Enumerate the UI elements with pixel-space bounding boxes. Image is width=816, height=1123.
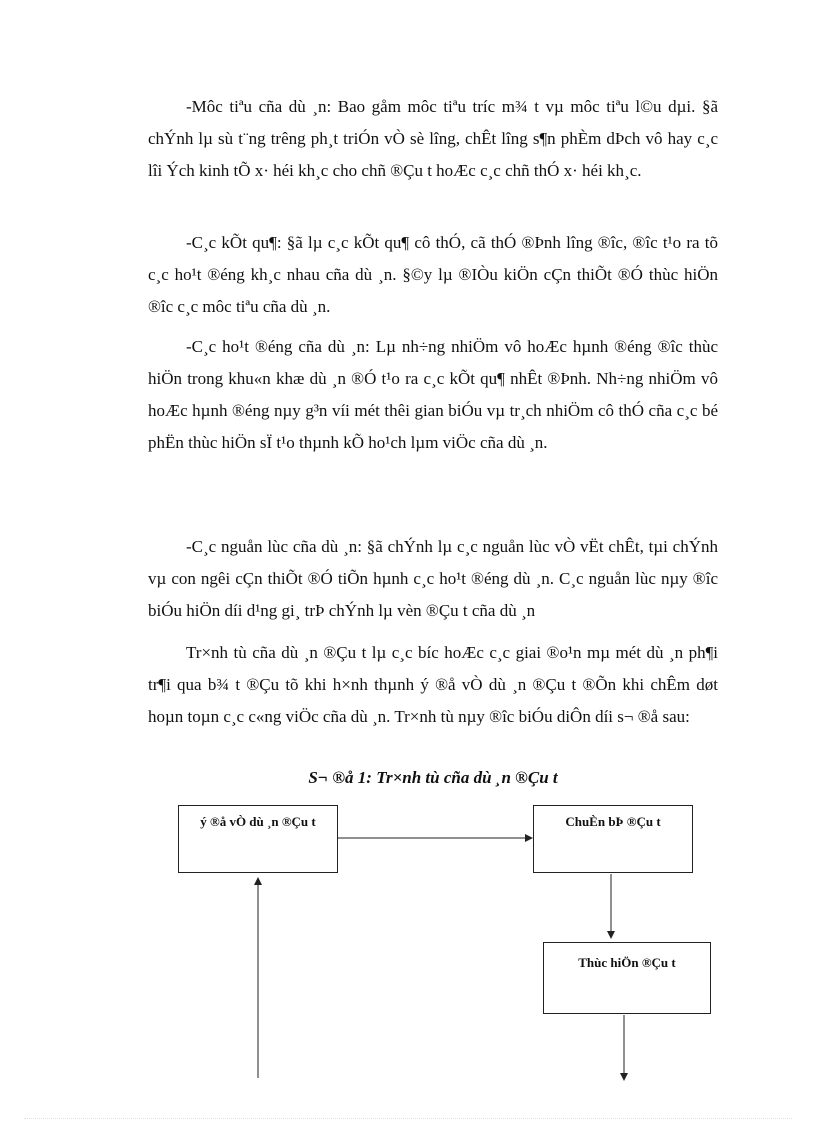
paragraph-project-results: -C¸c kÕt qu¶: §ã lµ c¸c kÕt qu¶ cô thÓ, cã thÓ ®Þnh lîng ®îc, ®îc t¹o ra tõ c¸c ho¹t ®éng kh¸c nhau cña dù ¸n. §©y lµ ®IÒu kiÖn cÇn thiÕt ®Ó thùc hiÖn ®îc c¸c môc tiªu cña dù ¸n. xyxy=(148,233,718,316)
box-project-idea xyxy=(178,805,338,873)
paragraph-project-activities: -C¸c ho¹t ®éng cña dù ¸n: Lµ nh÷ng nhiÖm vô hoÆc hµnh ®éng ®îc thùc hiÖn trong khu«n khæ dù ¸n ®Ó t¹o ra c¸c kÕt qu¶ nhÊt ®Þnh. Nh÷ng nhiÖm vô hoÆc hµnh ®éng nµy g³n víi mét thêi gian biÓu vµ tr¸ch nhiÖm cô thÓ cña c¸c bé phËn thùc hiÖn sÏ t¹o thµnh kÕ ho¹ch lµm viÖc cña dù ¸n. xyxy=(148,337,718,452)
box-investment-preparation-label: ChuÈn bÞ ®Çu t xyxy=(565,814,661,829)
box-project-idea-label: ý ®å vÒ dù ¸n ®Çu t xyxy=(200,814,316,829)
box-investment-preparation xyxy=(533,805,693,873)
box-investment-implementation xyxy=(543,942,711,1014)
page-bottom-rule xyxy=(24,1118,792,1119)
paragraph-project-resources: -C¸c nguån lùc cña dù ¸n: §ã chÝnh lµ c¸c nguån lùc vÒ vËt chÊt, tµi chÝnh vµ con ngêi cÇn thiÕt ®Ó tiÕn hµnh c¸c ho¹t ®éng dù ¸n. C¸c nguån lùc nµy ®îc biÓu hiÖn díi d¹ng gi¸ trÞ chÝnh lµ vèn ®Çu t cña dù ¸n xyxy=(148,537,718,620)
diagram-caption: S¬ ®å 1: Tr×nh tù cña dù ¸n ®Çu t xyxy=(308,768,558,787)
paragraph-project-sequence: Tr×nh tù cña dù ¸n ®Çu t lµ c¸c bíc hoÆc c¸c giai ®o¹n mµ mét dù ¸n ph¶i tr¶i qua b¾ t ®Çu tõ khi h×nh thµnh ý ®å vÒ dù ¸n ®Çu t ®Õn khi chÊm døt hoµn toµn c¸c c«ng viÖc cña dù ¸n. Tr×nh tù nµy ®îc biÓu diÔn díi s¬ ®å sau: xyxy=(148,643,718,726)
paragraph-project-objectives: -Môc tiªu cña dù ¸n: Bao gåm môc tiªu tríc m¾ t vµ môc tiªu l©u dµi. §ã chÝnh lµ sù t¨ng trêng ph¸t triÓn vÒ sè lîng, chÊt lîng s¶n phÈm dÞch vô hay c¸c lîi Ých kinh tÕ x· héi kh¸c cho chñ ®Çu t hoÆc c¸c chñ thÓ x· héi kh¸c. xyxy=(148,97,718,180)
box-investment-implementation-label: Thùc hiÖn ®Çu t xyxy=(578,955,676,970)
